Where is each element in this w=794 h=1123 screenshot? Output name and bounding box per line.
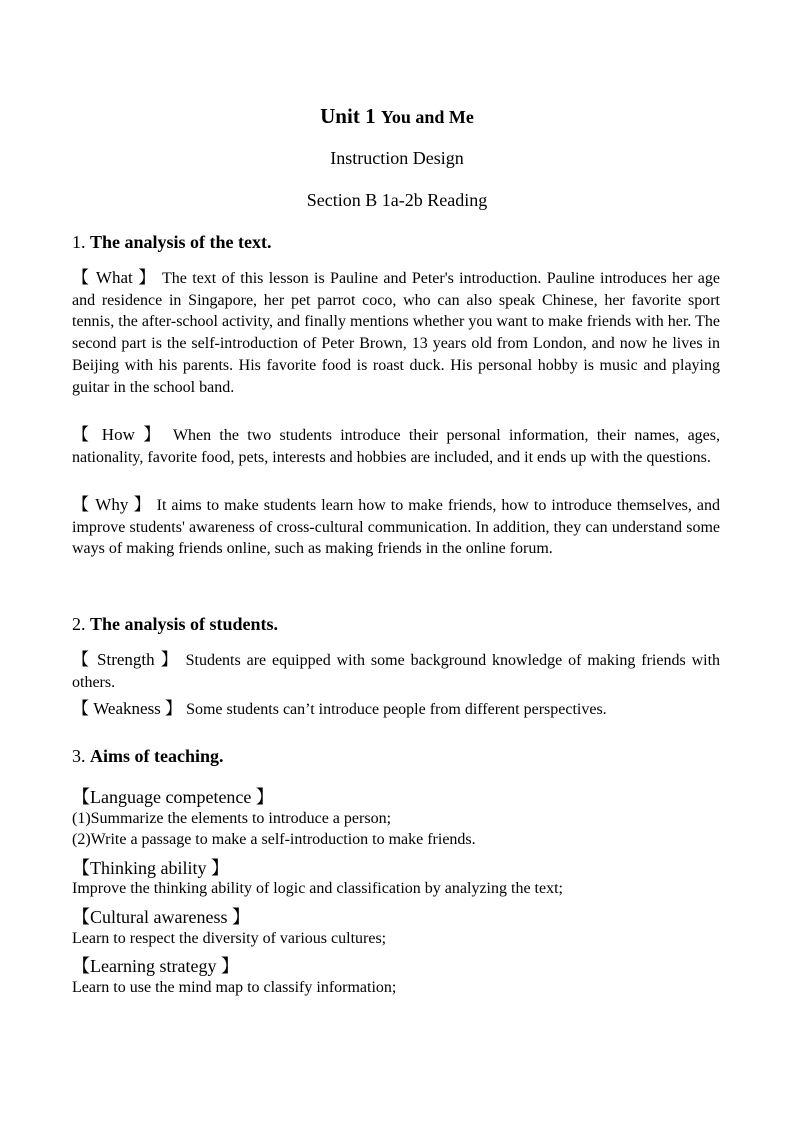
section-2-heading — [72, 614, 278, 635]
language-item-2: (2)Write a passage to make a self-introduction to make friends. — [72, 831, 476, 848]
subtitle-section: Section B 1a-2b Reading — [306, 190, 488, 210]
section-1-number: 1. — [72, 232, 86, 252]
thinking-ability-text: Improve the thinking ability of logic and classification by analyzing the text; — [72, 880, 563, 897]
why-paragraph — [72, 494, 720, 560]
section-2-title: The analysis of students. — [90, 614, 279, 634]
weakness-tag: 【 Weakness 】 — [72, 699, 183, 718]
title-unit: Unit 1 — [320, 104, 376, 128]
section-3-title: Aims of teaching. — [90, 746, 224, 766]
strength-tag: 【 Strength 】 — [72, 650, 180, 669]
language-item-1: (1)Summarize the elements to introduce a person; — [72, 810, 392, 827]
section-3-number: 3. — [72, 746, 86, 766]
strength-text: Students are equipped with some background knowledge of making friends with others. — [72, 652, 721, 691]
why-tag: 【 Why 】 — [72, 495, 152, 514]
how-text: When the two students introduce their personal information, their names, ages, nationality, favorite food, pets, interests and hobbies are included, and it ends up with the questions. — [72, 427, 720, 466]
subtitle-design: Instruction Design — [330, 148, 464, 168]
language-competence-tag: 【Language competence 】 — [72, 787, 274, 807]
how-paragraph — [72, 424, 720, 468]
section-1-title: The analysis of the text. — [90, 232, 272, 252]
strength-paragraph — [72, 649, 720, 693]
section-3-heading — [72, 746, 224, 767]
weakness-text: Some students can’t introduce people from different perspectives. — [186, 701, 607, 718]
how-tag: 【 How 】 — [72, 425, 165, 444]
cultural-awareness-text: Learn to respect the diversity of various cultures; — [72, 930, 387, 947]
why-text: It aims to make students learn how to make friends, how to introduce themselves, and improve students' awareness of cross-cultural communication. In addition, they can understand some ways of making friends online, such as making friends in the online forum. — [72, 497, 721, 558]
title-name: You and Me — [380, 107, 474, 127]
what-text: The text of this lesson is Pauline and Peter's introduction. Pauline introduces her age and residence in Singapore, her pet parrot coco, who can also speak Chinese, her favorite sport tennis, the after-school activity, and finally mentions whether you want to make friends with her. The second part is the self-introduction of Peter Brown, 13 years old from London, and now he lives in Beijing with his parents. His favorite food is roast duck. His personal hobby is music and playing guitar in the school band. — [72, 270, 721, 396]
cultural-awareness-tag: 【Cultural awareness 】 — [72, 907, 250, 927]
learning-strategy-tag: 【Learning strategy 】 — [72, 956, 239, 976]
section-1-heading — [72, 232, 272, 253]
section-2-number: 2. — [72, 614, 86, 634]
weakness-paragraph — [72, 698, 720, 721]
thinking-ability-tag: 【Thinking ability 】 — [72, 858, 229, 878]
what-tag: 【 What 】 — [72, 268, 157, 287]
learning-strategy-text: Learn to use the mind map to classify information; — [72, 979, 397, 996]
doc-title — [72, 104, 722, 129]
what-paragraph — [72, 267, 720, 398]
